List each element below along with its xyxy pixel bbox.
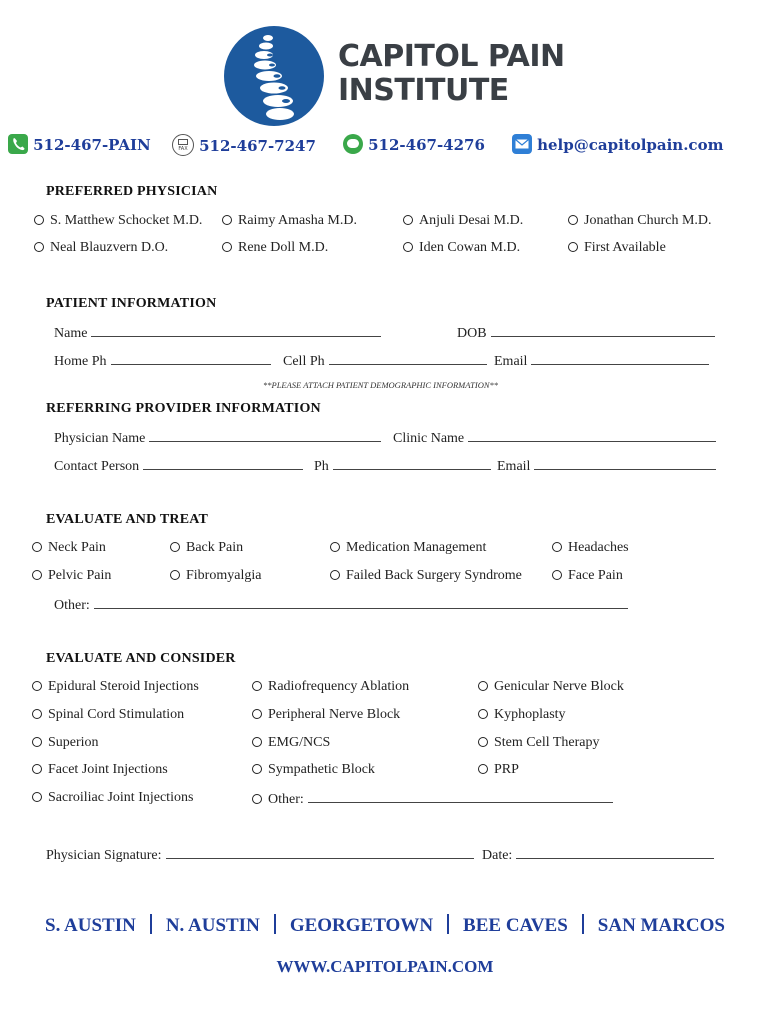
physician-option[interactable]: Anjuli Desai M.D. xyxy=(403,213,523,229)
radio-icon[interactable] xyxy=(170,542,180,552)
radio-icon[interactable] xyxy=(32,681,42,691)
spine-logo-icon xyxy=(222,24,326,128)
radio-icon[interactable] xyxy=(403,215,413,225)
radio-icon[interactable] xyxy=(478,681,488,691)
location-georgetown: GEORGETOWN xyxy=(289,915,434,936)
radio-icon[interactable] xyxy=(552,542,562,552)
consider-option[interactable]: Stem Cell Therapy xyxy=(478,735,600,751)
physician-option[interactable]: Rene Doll M.D. xyxy=(222,240,328,256)
chat-icon xyxy=(343,134,363,154)
divider xyxy=(274,914,276,934)
consider-other-option[interactable]: Other: xyxy=(252,790,613,808)
brand-name-line1: CAPITOL PAIN xyxy=(338,39,565,74)
radio-icon[interactable] xyxy=(330,570,340,580)
consider-option[interactable]: Genicular Nerve Block xyxy=(478,679,624,695)
physician-option[interactable]: Jonathan Church M.D. xyxy=(568,213,712,229)
radio-icon[interactable] xyxy=(32,542,42,552)
physician-option[interactable]: First Available xyxy=(568,240,666,256)
divider xyxy=(447,914,449,934)
evaluate-treat-title: EVALUATE AND TREAT xyxy=(46,512,209,527)
patient-name-field[interactable]: Name xyxy=(54,324,381,342)
demographic-note: **PLEASE ATTACH PATIENT DEMOGRAPHIC INFORMATION** xyxy=(263,380,499,390)
provider-email-line[interactable] xyxy=(534,457,716,470)
signature-line[interactable] xyxy=(166,846,474,859)
footer-locations xyxy=(0,914,770,937)
location-san-marcos: SAN MARCOS xyxy=(597,915,725,936)
radio-icon[interactable] xyxy=(252,737,262,747)
contact-fax[interactable] xyxy=(172,134,316,156)
evaluate-consider-title: EVALUATE AND CONSIDER xyxy=(46,651,236,666)
consider-option[interactable]: Peripheral Nerve Block xyxy=(252,707,400,723)
contact-text[interactable] xyxy=(343,134,485,154)
radio-icon[interactable] xyxy=(478,737,488,747)
consider-option[interactable]: Superion xyxy=(32,735,99,751)
radio-icon[interactable] xyxy=(170,570,180,580)
radio-icon[interactable] xyxy=(568,242,578,252)
treat-other-field[interactable]: Other: xyxy=(54,596,628,614)
patient-info-title: PATIENT INFORMATION xyxy=(46,296,217,311)
contact-phone[interactable] xyxy=(8,134,151,154)
radio-icon[interactable] xyxy=(32,570,42,580)
physician-option[interactable]: Iden Cowan M.D. xyxy=(403,240,520,256)
treat-option[interactable]: Back Pain xyxy=(170,540,243,556)
clinic-name-field[interactable]: Clinic Name xyxy=(393,429,716,447)
treat-option[interactable]: Fibromyalgia xyxy=(170,568,261,584)
divider xyxy=(582,914,584,934)
contact-person-field[interactable]: Contact Person xyxy=(54,457,303,475)
consider-option[interactable]: PRP xyxy=(478,762,519,778)
radio-icon[interactable] xyxy=(222,242,232,252)
consider-option[interactable]: Kyphoplasty xyxy=(478,707,566,723)
website-link[interactable]: WWW.CAPITOLPAIN.COM xyxy=(276,957,494,976)
radio-icon[interactable] xyxy=(252,681,262,691)
date-line[interactable] xyxy=(516,846,714,859)
physician-option[interactable]: Neal Blauzvern D.O. xyxy=(34,240,168,256)
treat-other-line[interactable] xyxy=(94,596,628,609)
location-n-austin: N. AUSTIN xyxy=(165,915,260,936)
radio-icon[interactable] xyxy=(568,215,578,225)
email-address: help@capitolpain.com xyxy=(537,136,724,154)
radio-icon[interactable] xyxy=(222,215,232,225)
divider xyxy=(150,914,152,934)
physician-option[interactable]: S. Matthew Schocket M.D. xyxy=(34,213,202,229)
referring-provider-title: REFERRING PROVIDER INFORMATION xyxy=(46,401,321,416)
patient-email-field[interactable]: Email xyxy=(494,352,709,370)
consider-option[interactable]: Epidural Steroid Injections xyxy=(32,679,199,695)
consider-option[interactable]: Facet Joint Injections xyxy=(32,762,168,778)
logo xyxy=(222,24,326,128)
patient-email-line[interactable] xyxy=(531,352,709,365)
consider-option[interactable]: Sacroiliac Joint Injections xyxy=(32,790,193,806)
radio-icon[interactable] xyxy=(34,215,44,225)
radio-icon[interactable] xyxy=(478,709,488,719)
phone-icon xyxy=(8,134,28,154)
clinic-name-line[interactable] xyxy=(468,429,716,442)
treat-option[interactable]: Failed Back Surgery Syndrome xyxy=(330,568,522,584)
radio-icon[interactable] xyxy=(478,764,488,774)
treat-option[interactable]: Face Pain xyxy=(552,568,623,584)
radio-icon[interactable] xyxy=(252,794,262,804)
radio-icon[interactable] xyxy=(252,709,262,719)
consider-option[interactable]: EMG/NCS xyxy=(252,735,330,751)
contact-email[interactable] xyxy=(512,134,723,154)
treat-option[interactable]: Neck Pain xyxy=(32,540,106,556)
consider-option[interactable]: Sympathetic Block xyxy=(252,762,375,778)
radio-icon[interactable] xyxy=(552,570,562,580)
fax-icon: FAX xyxy=(172,134,194,156)
cell-phone-line[interactable] xyxy=(329,352,487,365)
provider-phone-field[interactable]: Ph xyxy=(314,457,491,475)
patient-name-line[interactable] xyxy=(91,324,381,337)
treat-option[interactable]: Pelvic Pain xyxy=(32,568,111,584)
home-phone-field[interactable]: Home Ph xyxy=(54,352,271,370)
location-s-austin: S. AUSTIN xyxy=(45,915,136,936)
physician-name-line[interactable] xyxy=(149,429,381,442)
physician-name-field[interactable]: Physician Name xyxy=(54,429,381,447)
radio-icon[interactable] xyxy=(32,709,42,719)
radio-icon[interactable] xyxy=(32,764,42,774)
patient-dob-field[interactable]: DOB xyxy=(457,324,715,342)
signature-field[interactable]: Physician Signature: xyxy=(46,846,474,864)
radio-icon[interactable] xyxy=(252,764,262,774)
text-number: 512-467-4276 xyxy=(368,136,485,154)
cell-phone-field[interactable]: Cell Ph xyxy=(283,352,487,370)
treat-option[interactable]: Medication Management xyxy=(330,540,486,556)
fax-number: 512-467-7247 xyxy=(199,137,316,155)
physician-option[interactable]: Raimy Amasha M.D. xyxy=(222,213,357,229)
contact-person-line[interactable] xyxy=(143,457,303,470)
radio-icon[interactable] xyxy=(403,242,413,252)
provider-phone-line[interactable] xyxy=(333,457,491,470)
mail-icon xyxy=(512,134,532,154)
consider-option[interactable]: Radiofrequency Ablation xyxy=(252,679,409,695)
radio-icon[interactable] xyxy=(32,792,42,802)
provider-email-field[interactable]: Email xyxy=(497,457,716,475)
home-phone-line[interactable] xyxy=(111,352,271,365)
location-bee-caves: BEE CAVES xyxy=(463,915,568,936)
patient-dob-line[interactable] xyxy=(491,324,715,337)
consider-option[interactable]: Spinal Cord Stimulation xyxy=(32,707,184,723)
radio-icon[interactable] xyxy=(34,242,44,252)
consider-other-line[interactable] xyxy=(308,790,613,803)
preferred-physician-title: PREFERRED PHYSICIAN xyxy=(46,184,218,199)
treat-option[interactable]: Headaches xyxy=(552,540,629,556)
radio-icon[interactable] xyxy=(32,737,42,747)
brand-name-line2: INSTITUTE xyxy=(338,73,509,108)
phone-number: 512-467-PAIN xyxy=(33,136,151,154)
date-field[interactable]: Date: xyxy=(482,846,714,864)
radio-icon[interactable] xyxy=(330,542,340,552)
